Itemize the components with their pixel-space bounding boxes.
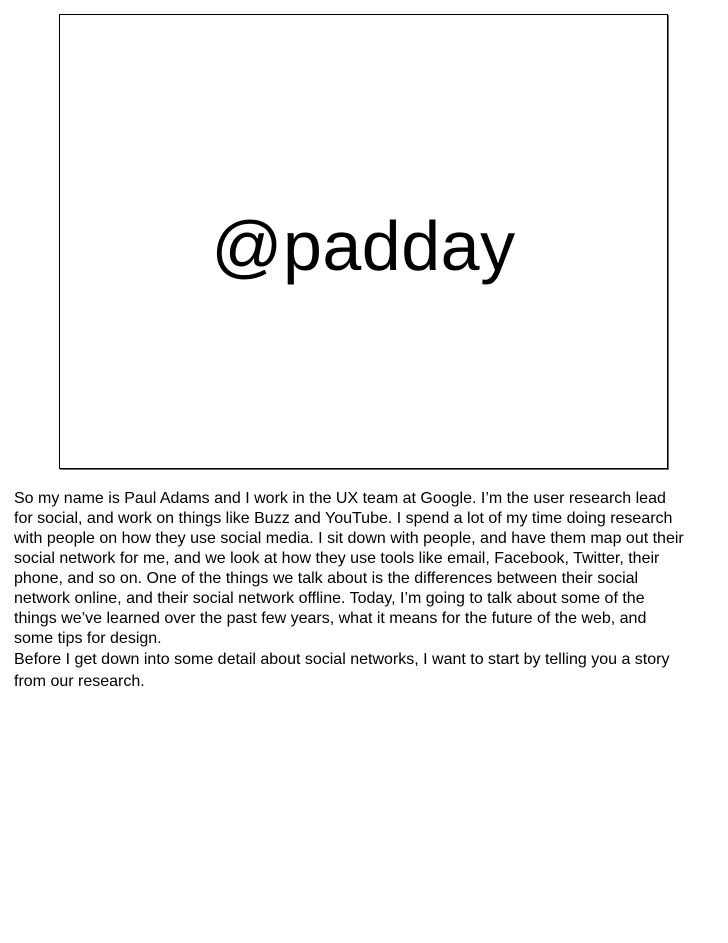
notes-paragraph: Before I get down into some detail about social networks, I want to start by telling you a story from our research. — [14, 651, 670, 690]
notes-paragraph: So my name is Paul Adams and I work in the UX team at Google. I’m the user research lead for social, and work on things like Buzz and YouTube. I spend a lot of my time doing research with people on how they use social media. I sit down with people, and have them map out their social network for me, and we look at how they use tools like email, Facebook, Twitter, their phone, and so on. One of the things we talk about is the differences between their social network online, and their social network offline. Today, I’m going to talk about some of the things we’ve learned over the past few years, what it means for the future of the web, and some tips for design. — [14, 490, 684, 647]
speaker-notes — [14, 489, 726, 693]
slide-title: @padday — [211, 207, 516, 285]
slide — [59, 14, 668, 469]
